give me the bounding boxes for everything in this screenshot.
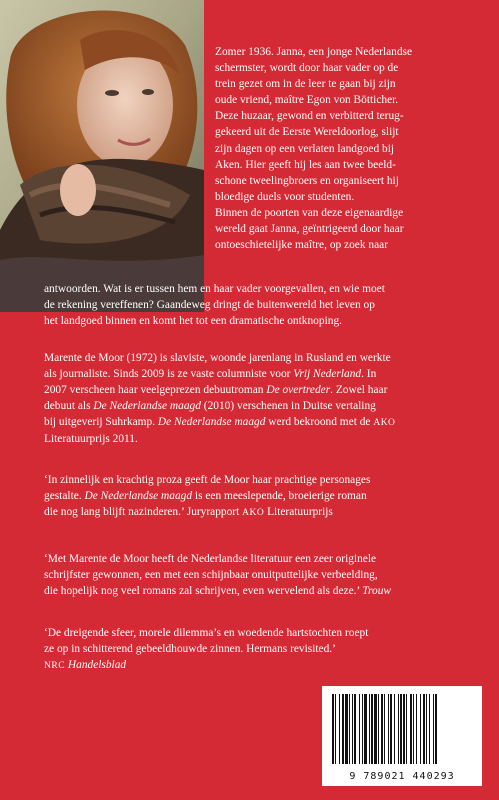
- barcode-bar: [403, 694, 405, 764]
- summary-line: Aken. Hier geeft hij les aan twee beeld-: [215, 158, 396, 171]
- barcode-bars: [322, 686, 482, 768]
- quote-title: De Nederlandse maagd: [84, 490, 193, 503]
- barcode-bar: [435, 694, 437, 764]
- quote-line: die nog lang blijft nazinderen.’ Juryrapport AKO Literatuurprijs: [44, 506, 333, 519]
- barcode-bar: [394, 694, 395, 764]
- summary-line: schone tweelingbroers en organiseert hij: [215, 174, 399, 187]
- author-photo: [0, 0, 204, 312]
- barcode-bar: [390, 694, 392, 764]
- bio-line: bij uitgeverij Suhrkamp. De Nederlandse maagd werd bekroond met de AKO: [44, 416, 396, 429]
- quote-source: Trouw: [362, 585, 392, 598]
- barcode-bar: [345, 694, 348, 764]
- barcode-bar: [339, 694, 340, 764]
- review-quote-2: [44, 551, 482, 599]
- barcode-bar: [388, 694, 389, 764]
- bio-title: De Nederlandse maagd: [93, 400, 201, 413]
- barcode-bar: [349, 694, 350, 764]
- bio-title: Vrij Nederland: [293, 368, 362, 381]
- bio-line: 2007 verscheen haar veelgeprezen debuutroman De overtreder. Zowel haar: [44, 384, 388, 397]
- barcode-bar: [400, 694, 402, 764]
- barcode-bar: [342, 694, 344, 764]
- isbn-number: 9 789021 440293: [349, 771, 455, 782]
- barcode-bar: [374, 694, 377, 764]
- bio-line: Marente de Moor (1972) is slaviste, woonde jarenlang in Rusland en werkte: [44, 352, 391, 364]
- summary-line: antwoorden. Wat is er tussen hem en haar vader voorgevallen, en wie moet: [44, 283, 385, 295]
- summary-continued: [44, 281, 482, 329]
- barcode-bar: [406, 694, 407, 764]
- bio-line: als journaliste. Sinds 2009 is ze vaste columniste voor Vrij Nederland. In: [44, 368, 377, 381]
- summary-line: het landgoed binnen en komt het tot een dramatische ontknoping.: [44, 315, 342, 328]
- quote-line: die hopelijk nog veel romans zal schrijven, even wervelend als deze.’ Trouw: [44, 585, 392, 598]
- quote-line: ‘Met Marente de Moor heeft de Nederlandse literatuur een zeer originele: [44, 553, 377, 565]
- summary-line: de rekening vereffenen? Gaandeweg dringt de buitenwereld het leven op: [44, 299, 375, 312]
- barcode-bar: [359, 694, 360, 764]
- barcode-bar: [362, 694, 363, 764]
- barcode-bar: [429, 694, 430, 764]
- barcode-bar: [413, 694, 414, 764]
- barcode-bar: [384, 694, 385, 764]
- summary-line: oude vriend, maître Egon von Bötticher.: [215, 94, 399, 107]
- barcode-bar: [410, 694, 412, 764]
- summary-line: wereld gaat Janna, geïntrigeerd door haar: [215, 223, 404, 236]
- barcode-bar: [423, 694, 425, 764]
- quote-line: schrijfster gewonnen, een met een schijnbaar onuitputtelijke verbeelding,: [44, 569, 378, 582]
- summary-text: [215, 44, 483, 253]
- quote-line: ‘De dreigende sfeer, morele dilemma’s en woedende hartstochten roept: [44, 627, 369, 639]
- bio-line: debuut als De Nederlandse maagd (2010) verschenen in Duitse vertaling: [44, 400, 376, 413]
- barcode-bar: [420, 694, 421, 764]
- summary-line: bloedige duels voor studenten.: [215, 190, 355, 203]
- summary-line: Zomer 1936. Janna, een jonge Nederlandse: [215, 46, 413, 58]
- quote-source-line: [44, 657, 482, 674]
- barcode-bar: [352, 694, 353, 764]
- summary-line: ontoeschietelijke maître, op zoek naar: [215, 239, 389, 252]
- bio-title: De overtreder: [266, 384, 331, 397]
- barcode-bar: [398, 694, 399, 764]
- summary-line: zijn dagen op een verlaten landgoed bij: [215, 142, 395, 155]
- summary-line: trein gezet om in de leer te gaan bij zijn: [215, 78, 396, 91]
- barcode-bar: [335, 694, 336, 764]
- quote-source: Handelsblad: [65, 659, 127, 672]
- barcode-bar: [354, 694, 356, 764]
- ako-smallcaps: AKO: [373, 418, 396, 429]
- barcode-bar: [416, 694, 417, 764]
- author-bio: [44, 350, 482, 448]
- summary-line: Deze huzaar, gewond en verbitterd terug-: [215, 110, 404, 123]
- nrc-smallcaps: NRC: [44, 661, 66, 672]
- review-quote-3: [44, 625, 482, 674]
- barcode-bar: [369, 694, 370, 764]
- barcode-bar: [371, 694, 373, 764]
- review-quote-1: [44, 472, 482, 521]
- quote-line: gestalte. De Nederlandse maagd is een meeslepende, broeierige roman: [44, 490, 367, 503]
- barcode-bar: [433, 694, 434, 764]
- barcode-bar: [426, 694, 427, 764]
- summary-line: schermster, wordt door haar vader op de: [215, 62, 399, 75]
- barcode-bar: [332, 694, 334, 764]
- ako-smallcaps: AKO: [242, 508, 265, 519]
- summary-line: gekeerd uit de Eerste Wereldoorlog, slijt: [215, 126, 399, 139]
- summary-line: Binnen de poorten van deze eigenaardige: [215, 206, 404, 219]
- barcode: [322, 686, 482, 786]
- quote-line: ‘In zinnelijk en krachtig proza geeft de Moor haar prachtige personages: [44, 474, 371, 486]
- bio-title: De Nederlandse maagd: [157, 416, 266, 429]
- quote-line: ze op in schitterend gebeeldhouwde zinnen. Hermans revisited.’: [44, 643, 336, 656]
- barcode-bar: [381, 694, 383, 764]
- barcode-bar: [364, 694, 367, 764]
- bio-line: Literatuurprijs 2011.: [44, 433, 138, 446]
- barcode-bar: [378, 694, 379, 764]
